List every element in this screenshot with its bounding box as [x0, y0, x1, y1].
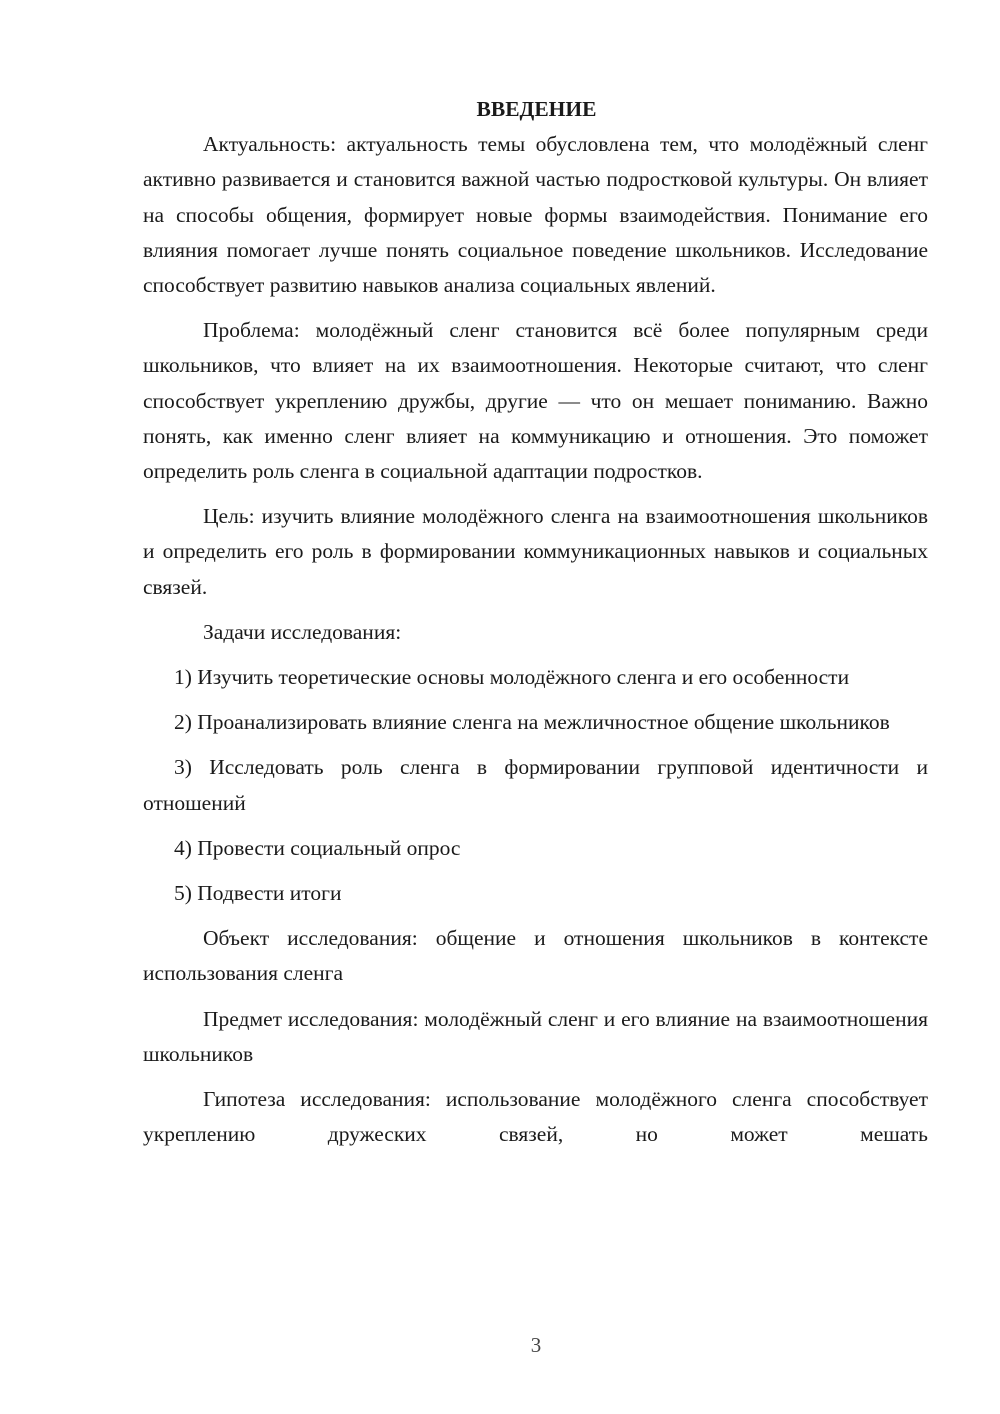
- page-number: 3: [530, 1333, 542, 1357]
- tasks-heading: Задачи исследования:: [203, 619, 402, 644]
- task-item: 5) Подвести итоги: [174, 881, 342, 906]
- task-item: 1) Изучить теоретические основы молодёжного сленга и его особенности: [174, 665, 850, 690]
- goal-paragraph: Цель: изучить влияние молодёжного сленга на взаимоотношения школьников и определить его роль в формировании коммуникационных навыков и социальных связей.: [143, 504, 928, 599]
- object-paragraph: Объект исследования: общение и отношения школьников в контексте использования сленга: [143, 926, 928, 986]
- section-title: ВВЕДЕНИЕ: [476, 97, 597, 121]
- hypothesis-paragraph: Гипотеза исследования: использование молодёжного сленга способствует укреплению дружеских связей, но может мешать: [143, 1087, 928, 1147]
- subject-paragraph: Предмет исследования: молодёжный сленг и его влияние на взаимоотношения школьников: [143, 1006, 928, 1066]
- task-item: 2) Проанализировать влияние сленга на межличностное общение школьников: [174, 710, 890, 735]
- relevance-paragraph: Актуальность: актуальность темы обусловлена тем, что молодёжный сленг активно развивается и становится важной частью подростковой культуры. Он влияет на способы общения, формирует новые формы взаимодействия. Понимание его влияния помогает лучше понять социальное поведение школьников. Исследование способствует развитию навыков анализа социальных явлений.: [143, 132, 928, 298]
- document-page: [143, 92, 928, 1152]
- task-item: 4) Провести социальный опрос: [174, 835, 461, 860]
- task-item: 3) Исследовать роль сленга в формировании групповой идентичности и отношений: [143, 755, 928, 815]
- problem-paragraph: Проблема: молодёжный сленг становится всё более популярным среди школьников, что влияет на их взаимоотношения. Некоторые считают, что сленг способствует укреплению дружбы, другие — что он мешает пониманию. Важно понять, как именно сленг влияет на коммуникацию и отношения. Это поможет определить роль сленга в социальной адаптации подростков.: [143, 318, 928, 484]
